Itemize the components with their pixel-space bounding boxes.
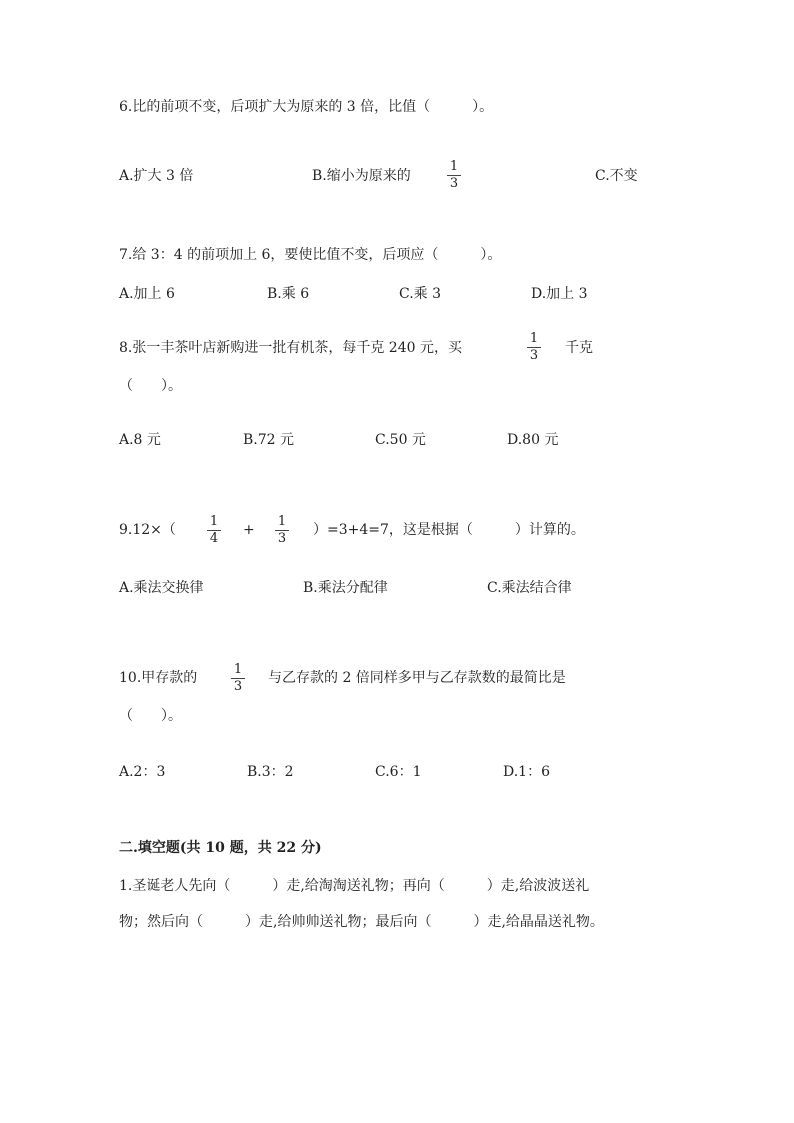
q6-option-a[interactable]: A.扩大 3 倍 [119, 168, 194, 184]
q10-stem-part1: 10.甲存款的 [119, 670, 198, 686]
q9-fraction-2 [275, 515, 289, 546]
q6-option-c[interactable]: C.不变 [595, 168, 638, 184]
q10-fraction [231, 663, 245, 694]
q6-option-b-fraction [447, 160, 461, 191]
q10-option-c[interactable]: C.6：1 [375, 764, 422, 780]
s2-q1-line2: 物；然后向（ ）走,给帅帅送礼物；最后向（ ）走,给晶晶送礼物。 [119, 914, 604, 930]
q9-fraction-1 [207, 515, 221, 546]
q8-fraction [527, 332, 541, 363]
q9-option-a[interactable]: A.乘法交换律 [119, 580, 204, 596]
q10-option-d[interactable]: D.1：6 [503, 764, 550, 780]
fraction-numerator: 1 [277, 514, 287, 529]
fraction-numerator: 1 [449, 159, 459, 174]
q7-option-c[interactable]: C.乘 3 [399, 286, 442, 302]
q10-option-a[interactable]: A.2：3 [119, 764, 166, 780]
q8-option-c[interactable]: C.50 元 [375, 432, 426, 448]
fraction-denominator: 3 [277, 531, 287, 546]
fraction-numerator: 1 [233, 662, 243, 677]
q7-option-b[interactable]: B.乘 6 [267, 286, 310, 302]
fraction-denominator: 3 [449, 176, 459, 191]
q7-option-d[interactable]: D.加上 3 [531, 286, 588, 302]
q9-option-b[interactable]: B.乘法分配律 [303, 580, 388, 596]
fraction-numerator: 1 [209, 514, 219, 529]
q8-stem-part2: 千克 [565, 340, 593, 356]
q6-stem: 6.比的前项不变，后项扩大为原来的 3 倍，比值（ ）。 [119, 99, 494, 115]
q9-stem-part1: 9.12×（ [119, 522, 176, 538]
s2-q1-line1: 1.圣诞老人先向（ ）走,给淘淘送礼物；再向（ ）走,给波波送礼 [119, 878, 590, 894]
q8-stem-part1: 8.张一丰茶叶店新购进一批有机茶，每千克 240 元，买 [119, 340, 462, 356]
q7-stem: 7.给 3：4 的前项加上 6，要使比值不变，后项应（ ）。 [119, 247, 502, 263]
q7-option-a[interactable]: A.加上 6 [119, 286, 175, 302]
q8-stem-line2: （ ）。 [119, 378, 182, 394]
fraction-denominator: 3 [529, 348, 539, 363]
q8-option-d[interactable]: D.80 元 [507, 432, 559, 448]
q10-stem-part2: 与乙存款的 2 倍同样多甲与乙存款数的最简比是 [268, 670, 566, 686]
q8-option-a[interactable]: A.8 元 [119, 432, 161, 448]
fraction-denominator: 4 [209, 531, 219, 546]
q10-stem-line2: （ ）。 [119, 708, 182, 724]
q10-option-b[interactable]: B.3：2 [247, 764, 294, 780]
q9-option-c[interactable]: C.乘法结合律 [487, 580, 572, 596]
q9-stem-part2: ）=3+4=7，这是根据（ ）计算的。 [313, 522, 585, 538]
q6-option-b[interactable]: B.缩小为原来的 [312, 168, 411, 184]
q8-option-b[interactable]: B.72 元 [243, 432, 295, 448]
fraction-denominator: 3 [233, 679, 243, 694]
fraction-numerator: 1 [529, 331, 539, 346]
section2-heading: 二.填空题(共 10 题，共 22 分) [119, 840, 322, 856]
q9-plus-sign: + [243, 522, 255, 538]
